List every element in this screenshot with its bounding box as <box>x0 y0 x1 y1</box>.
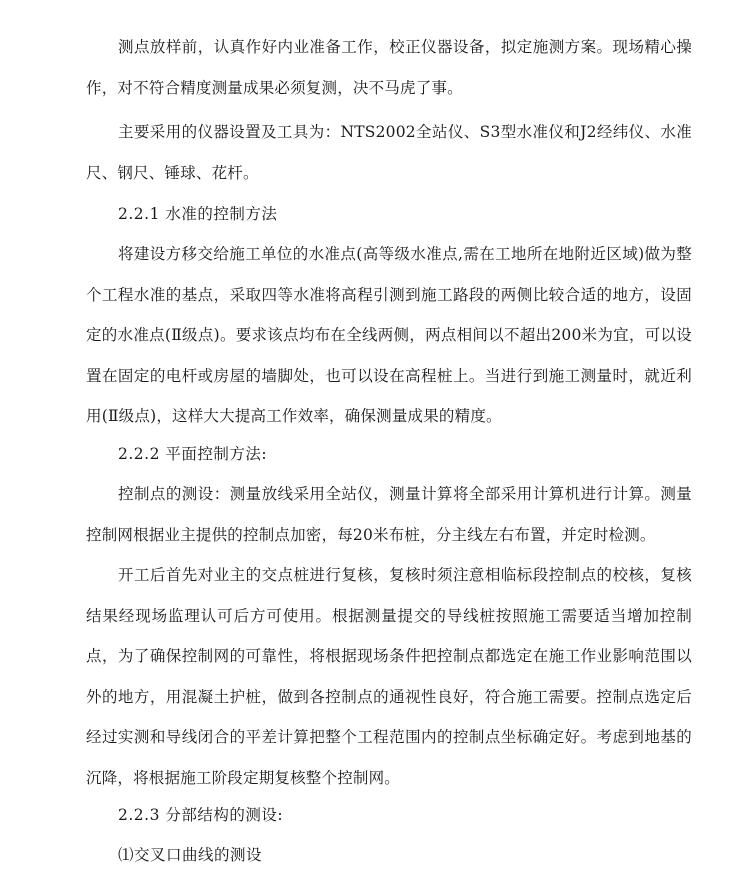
paragraph-survey-preparation: 测点放样前，认真作好内业准备工作，校正仪器设备，拟定施测方案。现场精心操作，对不符合精度测量成果必须复测，决不马虎了事。 <box>86 38 692 97</box>
heading-plane-control: 2.2.2 平面控制方法: <box>118 445 268 463</box>
paragraph-instruments: 主要采用的仪器设置及工具为：NTS2002全站仪、S3型水准仪和J2经纬仪、水准尺、钢尺、锤球、花杆。 <box>86 123 692 182</box>
paragraph-control-point-setup: 控制点的测设：测量放线采用全站仪，测量计算将全部采用计算机进行计算。测量控制网根据业主提供的控制点加密，每20米布桩，分主线左右布置，并定时检测。 <box>86 485 692 544</box>
heading-intersection-curve: ⑴交叉口曲线的测设 <box>118 846 263 864</box>
paragraph-level-control: 将建设方移交给施工单位的水准点(高等级水准点,需在工地所在地附近区域)做为整个工程水准的基点，采取四等水准将高程引测到施工路段的两侧比较合适的地方，设固定的水准点(Ⅱ级点)。要求该点均布在全线两侧，两点相间以不超出200米为宜，可以设置在固定的电杆或房屋的墙脚处，也可以设在高程桩上。当进行到施工测量时，就近利用(Ⅱ级点)，这样大大提高工作效率，确保测量成果的精度。 <box>86 245 692 425</box>
heading-substructure-survey: 2.2.3 分部结构的测设: <box>118 806 284 824</box>
paragraph-control-point-verification: 开工后首先对业主的交点桩进行复核，复核时须注意相临标段控制点的校核，复核结果经现场监理认可后方可使用。根据测量提交的导线桩按照施工需要适当增加控制点，为了确保控制网的可靠性，将根据现场条件把控制点都选定在施工作业影响范围以外的地方，用混凝土护桩，做到各控制点的通视性良好，符合施工需要。控制点选定后经过实测和导线闭合的平差计算把整个工程范围内的控制点坐标确定好。考虑到地基的沉降，将根据施工阶段定期复核整个控制网。 <box>86 566 692 787</box>
heading-level-control: 2.2.1 水准的控制方法 <box>118 205 278 223</box>
